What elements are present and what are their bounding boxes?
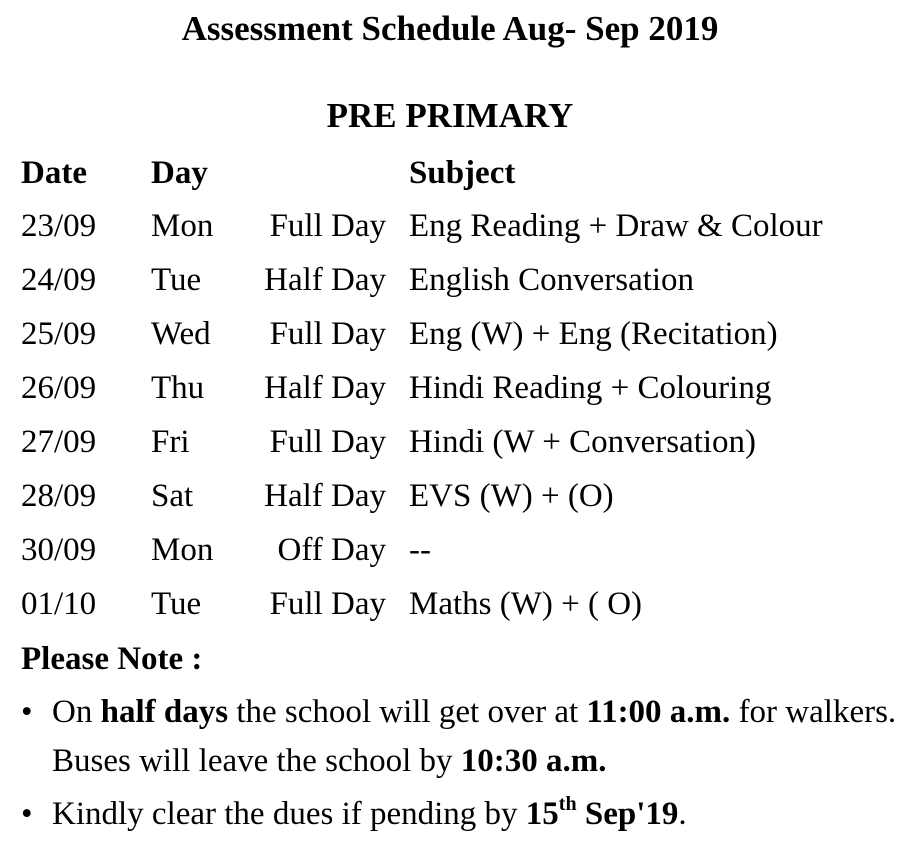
section-title: PRE PRIMARY bbox=[326, 96, 574, 135]
row-day: Tue bbox=[151, 586, 202, 622]
row-subject: -- bbox=[409, 532, 431, 568]
row-date: 28/09 bbox=[21, 478, 97, 514]
document-title: Assessment Schedule Aug- Sep 2019 bbox=[181, 9, 719, 48]
row-day-type: Full Day bbox=[269, 586, 386, 622]
table-row bbox=[0, 581, 900, 627]
row-day: Wed bbox=[151, 316, 211, 352]
bullet-icon: • bbox=[21, 796, 33, 832]
table-row bbox=[0, 365, 900, 411]
table-row bbox=[0, 473, 900, 519]
row-date: 01/10 bbox=[21, 586, 97, 622]
note-heading: Please Note : bbox=[21, 641, 203, 677]
row-day: Sat bbox=[151, 478, 194, 514]
row-day-type: Half Day bbox=[264, 262, 386, 298]
table-row bbox=[0, 311, 900, 357]
row-subject: Maths (W) + ( O) bbox=[409, 586, 643, 622]
header-day: Day bbox=[151, 155, 208, 191]
row-day: Tue bbox=[151, 262, 202, 298]
row-day-type: Full Day bbox=[269, 424, 386, 460]
row-subject: Eng Reading + Draw & Colour bbox=[409, 208, 823, 244]
table-row bbox=[0, 527, 900, 573]
row-date: 26/09 bbox=[21, 370, 97, 406]
row-day: Fri bbox=[151, 424, 190, 460]
row-subject: Hindi Reading + Colouring bbox=[409, 370, 772, 406]
row-subject: Hindi (W + Conversation) bbox=[409, 424, 757, 460]
bullet-icon: • bbox=[21, 694, 33, 730]
row-subject: Eng (W) + Eng (Recitation) bbox=[409, 316, 778, 352]
table-row bbox=[0, 203, 900, 249]
row-subject: English Conversation bbox=[409, 262, 695, 298]
table-header bbox=[0, 150, 900, 196]
row-subject: EVS (W) + (O) bbox=[409, 478, 614, 514]
row-date: 30/09 bbox=[21, 532, 97, 568]
note-text: Kindly clear the dues if pending by 15th Sep'19. bbox=[52, 793, 687, 832]
row-day-type: Half Day bbox=[264, 370, 386, 406]
row-day: Thu bbox=[151, 370, 205, 406]
row-day: Mon bbox=[151, 208, 214, 244]
row-day-type: Full Day bbox=[269, 316, 386, 352]
header-date: Date bbox=[21, 155, 87, 191]
header-subject: Subject bbox=[409, 155, 516, 191]
row-date: 23/09 bbox=[21, 208, 97, 244]
row-date: 24/09 bbox=[21, 262, 97, 298]
note-text: On half days the school will get over at 11:00 a.m. for walkers. Buses will leave the school by 10:30 a.m. bbox=[52, 694, 897, 779]
row-date: 27/09 bbox=[21, 424, 97, 460]
row-date: 25/09 bbox=[21, 316, 97, 352]
table-row bbox=[0, 257, 900, 303]
row-day-type: Off Day bbox=[277, 532, 386, 568]
table-row bbox=[0, 419, 900, 465]
row-day-type: Full Day bbox=[269, 208, 386, 244]
row-day: Mon bbox=[151, 532, 214, 568]
row-day-type: Half Day bbox=[264, 478, 386, 514]
